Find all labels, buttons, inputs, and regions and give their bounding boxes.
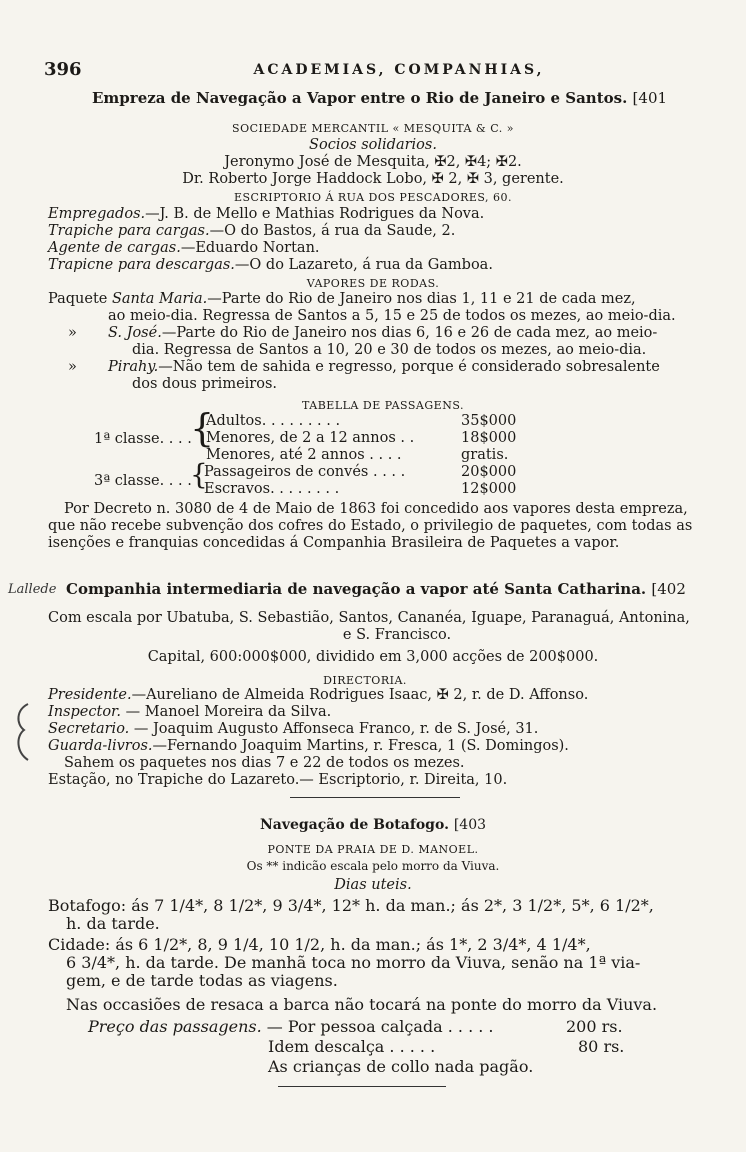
s401-v2-name: S. José. xyxy=(108,325,162,341)
s401-office: ESCRIPTORIO Á RUA DOS PESCADORES, 60. xyxy=(233,191,513,204)
s401-socio2: Dr. Roberto Jorge Haddock Lobo, ✠ 2, ✠ 3, gerente. xyxy=(182,171,564,187)
s401-c3-r1-label: Passageiros de convés . . . . xyxy=(204,464,406,480)
class3-brace: { xyxy=(190,458,208,491)
s402-insp-text: — Manoel Moreira da Silva. xyxy=(121,704,332,720)
s401-emp-label: Empregados. xyxy=(48,206,146,222)
s401-title xyxy=(92,89,667,108)
s401-tcarga-label: Trapiche para cargas. xyxy=(48,223,210,239)
s401-agente-label: Agente de cargas. xyxy=(48,240,181,256)
s402-title-text: Companhia intermediaria de navegação a vapor até Santa Catharina. xyxy=(66,580,647,598)
s401-firm: SOCIEDADE MERCANTIL « MESQUITA & C. » xyxy=(232,122,514,135)
class1-brace: { xyxy=(190,406,215,450)
s403-ponte: PONTE DA PRAIA DE D. MANOEL. xyxy=(267,843,479,856)
s403-title xyxy=(0,816,746,835)
s401-decree-line1: Por Decreto n. 3080 de 4 de Maio de 1863 foi concedido aos vapores desta empreza, xyxy=(64,501,688,517)
s403-number: [403 xyxy=(453,817,487,833)
s403-cidade-line1: Cidade: ás 6 1/2*, 8, 9 1/4, 10 1/2, h. da man.; ás 1*, 2 3/4*, 4 1/4*, xyxy=(48,935,591,954)
s403-botafogo-line2: h. da tarde. xyxy=(66,914,160,933)
s401-socio1: Jeronymo José de Mesquita, ✠2, ✠4; ✠2. xyxy=(224,154,522,170)
s401-c1-r2-label: Menores, de 2 a 12 annos . . xyxy=(206,430,415,446)
s402-route-line2: e S. Francisco. xyxy=(342,627,452,643)
s401-c1-r3-label: Menores, até 2 annos . . . . xyxy=(206,447,402,463)
s401-agente-text: —Eduardo Nortan. xyxy=(180,240,320,256)
s402-gl-text: —Fernando Joaquim Martins, r. Fresca, 1 (S. Domingos). xyxy=(152,738,569,754)
s401-decree-line2: que não recebe subvenção dos cofres do Estado, o privilegio de paquetes, com todas as xyxy=(48,518,693,534)
s403-note: Os ** indicão escala pelo morro da Viuva. xyxy=(246,859,500,873)
s401-decree-line3: isenções e franquias concedidas á Companhia Brasileira de Paquetes a vapor. xyxy=(48,535,620,551)
s403-title-text: Navegação de Botafogo. xyxy=(259,817,449,833)
s403-rule xyxy=(278,1086,446,1087)
s402-pres-text: —Aureliano de Almeida Rodrigues Isaac, ✠ 2, r. de D. Affonso. xyxy=(131,687,589,703)
s402-margin-note: Lallede xyxy=(8,582,57,597)
s403-preco-label: Preço das passagens. xyxy=(88,1017,262,1036)
s402-sahem: Sahem os paquetes nos dias 7 e 22 de todos os mezes. xyxy=(64,755,465,771)
s401-v3-line1: —Não tem de sahida e regresso, porque é considerado sobresalente xyxy=(158,359,660,375)
s401-c1-r1-label: Adultos. . . . . . . . . xyxy=(206,413,341,429)
s401-tdesc-text: —O do Lazareto, á rua da Gamboa. xyxy=(234,257,493,273)
s403-botafogo-line1: Botafogo: ás 7 1/4*, 8 1/2*, 9 3/4*, 12* h. da man.; ás 2*, 3 1/2*, 5*, 6 1/2*, xyxy=(48,896,654,915)
s401-v2-line2: dia. Regressa de Santos a 10, 20 e 30 de todos os mezes, ao meio-dia. xyxy=(132,342,647,358)
s401-v3-name: Pirahy. xyxy=(108,359,159,375)
s403-cidade-line2: 6 3/4*, h. da tarde. De manhã toca no morro da Viuva, senão na 1ª via- xyxy=(66,953,641,972)
s402-number: [402 xyxy=(651,580,686,598)
s403-preco-r1-value: 200 rs. xyxy=(566,1017,623,1036)
margin-bracket-icon xyxy=(10,700,36,764)
s402-insp-label: Inspector. xyxy=(48,704,121,720)
s402-sec-text: — Joaquim Augusto Affonseca Franco, r. de S. José, 31. xyxy=(129,721,539,737)
s401-class3-label: 3ª classe. . . . xyxy=(94,473,192,489)
s401-vapores-heading: VAPORES DE RODAS. xyxy=(306,277,440,290)
s401-v1-line2: ao meio-dia. Regressa de Santos a 5, 15 e 25 de todos os mezes, ao meio-dia. xyxy=(108,308,676,324)
running-title: ACADEMIAS, COMPANHIAS, xyxy=(253,62,545,78)
s401-c1-r2-value: 18$000 xyxy=(461,430,517,446)
s403-preco-r1-label: — Por pessoa calçada . . . . . xyxy=(261,1017,494,1036)
s401-emp-text: —J. B. de Mello e Mathias Rodrigues da Nova. xyxy=(145,206,485,222)
s401-c1-r3-value: gratis. xyxy=(461,447,509,463)
s401-socios-heading: Socios solidarios. xyxy=(309,137,437,153)
s401-tdesc-label: Trapicne para descargas. xyxy=(48,257,235,273)
s402-pres-label: Presidente. xyxy=(48,687,132,703)
s401-tabella-heading: TABELLA DE PASSAGENS. xyxy=(302,399,464,412)
s401-v3-line2: dos dous primeiros. xyxy=(132,376,277,392)
s401-v1-name: Santa Maria. xyxy=(111,291,208,307)
s401-v3-mark: » xyxy=(68,359,77,375)
s403-cidade-line3: gem, e de tarde todas as viagens. xyxy=(66,971,338,990)
s402-capital: Capital, 600:000$000, dividido em 3,000 acções de 200$000. xyxy=(147,649,599,665)
s401-number: [401 xyxy=(632,89,668,107)
s401-class1-label: 1ª classe. . . . xyxy=(94,431,192,447)
page-number: 396 xyxy=(44,59,82,80)
s403-preco-r2-label: Idem descalça . . . . . xyxy=(268,1037,436,1056)
s401-v2-line1: —Parte do Rio de Janeiro nos dias 6, 16 e 26 de cada mez, ao meio- xyxy=(161,325,658,341)
s403-dias: Dias uteis. xyxy=(334,877,412,893)
s402-sec-label: Secretario. xyxy=(48,721,130,737)
s402-estacao: Estação, no Trapiche do Lazareto.— Escriptorio, r. Direita, 10. xyxy=(48,772,508,788)
s402-gl-label: Guarda-livros. xyxy=(48,738,153,754)
s402-directoria-heading: DIRECTORIA. xyxy=(323,674,407,687)
s401-v1-line1: —Parte do Rio de Janeiro nos dias 1, 11 e 21 de cada mez, xyxy=(207,291,636,307)
s401-c3-r2-value: 12$000 xyxy=(461,481,517,497)
s401-c1-r1-value: 35$000 xyxy=(461,413,517,429)
s401-c3-r2-label: Escravos. . . . . . . . xyxy=(204,481,340,497)
s403-preco-row1 xyxy=(88,1017,494,1036)
s402-title xyxy=(66,580,686,599)
s401-v1-prefix: Paquete xyxy=(48,291,112,307)
s403-resaca: Nas occasiões de resaca a barca não tocará na ponte do morro da Viuva. xyxy=(66,995,658,1014)
s401-trapiche-descargas xyxy=(48,256,493,275)
s402-rule xyxy=(290,797,460,798)
s401-v2-mark: » xyxy=(68,325,77,341)
s403-preco-r2-value: 80 rs. xyxy=(578,1037,625,1056)
s403-criancas: As crianças de collo nada pagão. xyxy=(268,1057,534,1076)
s401-title-text: Empreza de Navegação a Vapor entre o Rio de Janeiro e Santos. xyxy=(92,89,628,107)
s402-route-line1: Com escala por Ubatuba, S. Sebastião, Santos, Cananéa, Iguape, Paranaguá, Antonina, xyxy=(48,610,690,626)
s401-tcarga-text: —O do Bastos, á rua da Saude, 2. xyxy=(209,223,456,239)
s401-c3-r1-value: 20$000 xyxy=(461,464,517,480)
